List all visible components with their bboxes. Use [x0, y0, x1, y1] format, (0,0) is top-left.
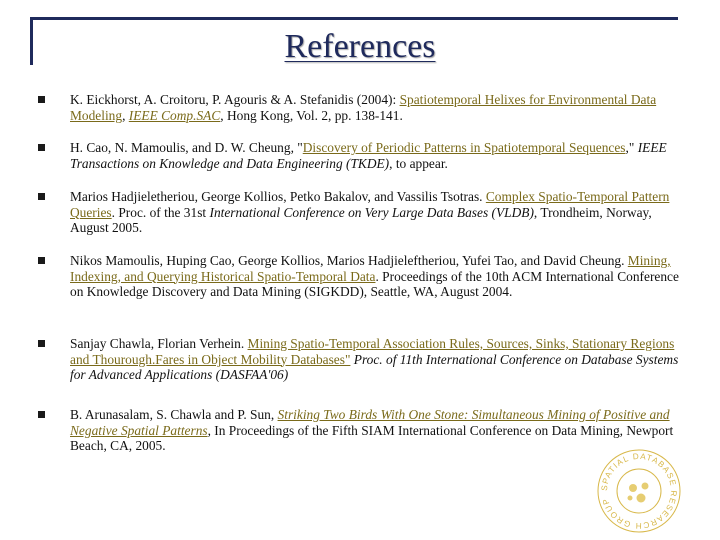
reference-link[interactable]: Discovery of Periodic Patterns in Spatiotemporal Sequences	[302, 140, 626, 155]
reference-text	[70, 336, 678, 382]
bullet-icon	[38, 193, 45, 200]
reference-text-segment: Proc. of 11th International Conference on Database Systems for Advanced Applications (DASFAA'06)	[70, 351, 679, 383]
bullet-icon	[38, 411, 45, 418]
reference-text	[70, 407, 673, 453]
reference-link[interactable]: Mining Spatio-Temporal Association Rules, Sources, Sinks, Stationary Regions and Thourough.Fares in Object Mobility Databases"	[70, 336, 675, 367]
reference-item	[38, 407, 680, 455]
reference-text-segment: , Trondheim, Norway, August 2005.	[70, 204, 652, 236]
research-group-seal-logo	[596, 448, 682, 534]
reference-text	[70, 253, 679, 299]
reference-text-segment: K. Eickhorst, A. Croitoru, P. Agouris & A. Stefanidis (2004):	[70, 92, 400, 107]
reference-link[interactable]: Mining, Indexing, and Querying Historical Spatio-Temporal Data	[70, 253, 671, 284]
reference-text-segment: IEEE Transactions on Knowledge and Data Engineering (TKDE)	[70, 140, 667, 171]
reference-text-segment: . Proceedings of the 10th ACM International Conference on Knowledge Discovery and Data Mining (SIGKDD), Seattle, WA, August 2004.	[70, 268, 679, 300]
bullet-icon	[38, 144, 45, 151]
page-title: References	[284, 28, 436, 65]
bullet-icon	[38, 340, 45, 347]
reference-link[interactable]: Complex Spatio-Temporal Pattern Queries	[70, 189, 670, 220]
reference-text-segment: . Proc. of the 31st	[111, 204, 210, 220]
reference-item	[38, 92, 680, 140]
reference-text-segment: International Conference on Very Large Data Bases (VLDB)	[209, 204, 534, 220]
reference-text-segment: ,"	[625, 140, 638, 155]
reference-text-segment: Nikos Mamoulis, Huping Cao, George Kollios, Marios Hadjieleftheriou, Yufei Tao, and David Cheung.	[70, 253, 628, 268]
reference-text	[70, 92, 656, 123]
reference-list	[38, 92, 680, 455]
reference-text	[70, 189, 669, 235]
bullet-icon	[38, 96, 45, 103]
reference-item	[38, 189, 680, 253]
slide-frame-top	[30, 17, 678, 20]
reference-link[interactable]: Striking Two Birds With One Stone: Simultaneous Mining of Positive and Negative Spatial Patterns	[70, 407, 670, 438]
reference-text	[70, 140, 667, 171]
reference-text-segment: Marios Hadjieletheriou, George Kollios, Petko Bakalov, and Vassilis Tsotras.	[70, 189, 486, 204]
reference-text-segment: ,	[122, 107, 129, 123]
reference-text-segment: Sanjay Chawla, Florian Verhein.	[70, 336, 248, 351]
reference-link[interactable]: Spatiotemporal Helixes for Environmental Data Modeling	[70, 92, 657, 123]
reference-text-segment: H. Cao, N. Mamoulis, and D. W. Cheung, "	[70, 140, 303, 155]
reference-text-segment: , to appear.	[389, 155, 448, 171]
reference-text-segment: , In Proceedings of the Fifth SIAM International Conference on Data Mining, Newport Beach, CA, 2005.	[70, 422, 674, 454]
bullet-icon	[38, 257, 45, 264]
reference-link[interactable]: IEEE Comp.SAC	[128, 107, 221, 123]
reference-text-segment: , Hong Kong, Vol. 2, pp. 138-141.	[220, 107, 403, 123]
reference-item	[38, 253, 680, 336]
reference-text-segment: B. Arunasalam, S. Chawla and P. Sun,	[70, 407, 278, 422]
svg-text:SPATIAL DATABASE RESEARCH GROU: SPATIAL DATABASE RESEARCH GROUP	[599, 451, 679, 531]
reference-item	[38, 140, 680, 189]
reference-item	[38, 336, 680, 407]
